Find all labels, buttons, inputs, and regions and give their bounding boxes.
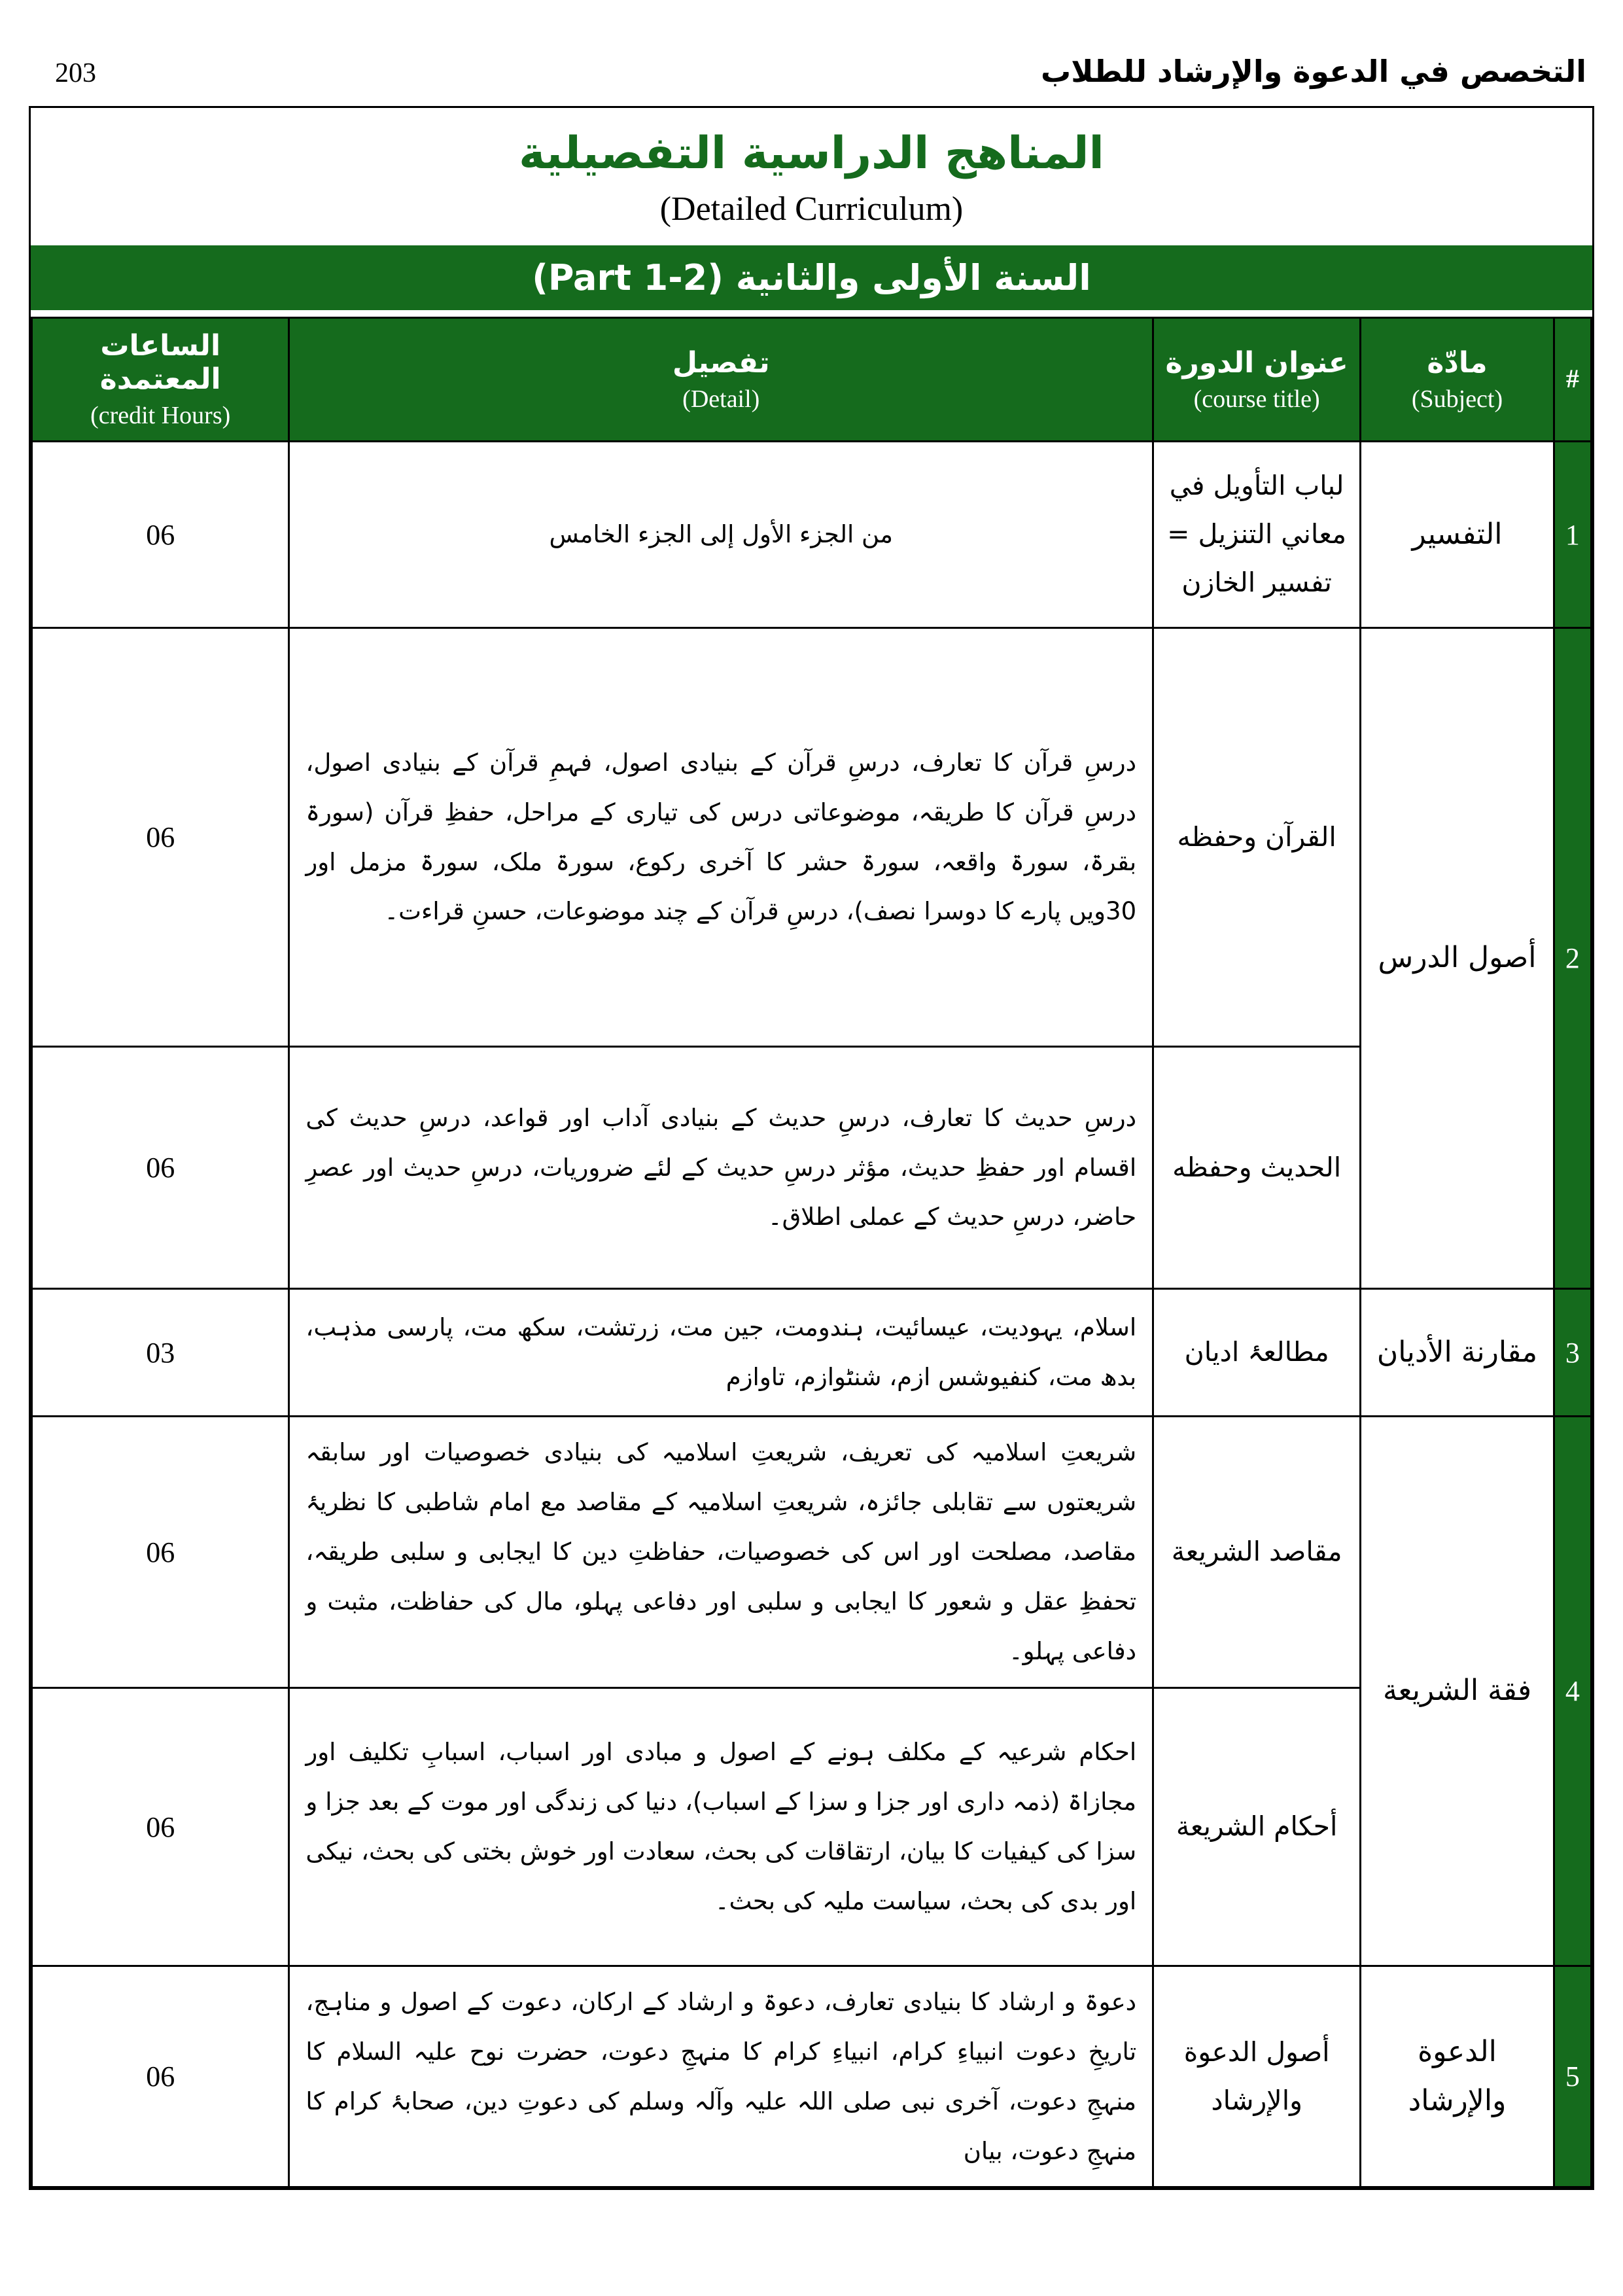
hours-cell: 06 (32, 1047, 289, 1289)
subject-cell: التفسير (1361, 442, 1554, 628)
hours-cell: 06 (32, 628, 289, 1047)
course-title-cell: أصول الدعوة والإرشاد (1153, 1966, 1361, 2187)
num-cell: 2 (1554, 628, 1591, 1289)
header-subject-arabic: مادّة (1427, 345, 1488, 380)
detail-cell: اسلام، یہودیت، عیسائیت، ہندومت، جین مت، زرتشت، سکھ مت، پارسی مذہب، بدھ مت، کنفیوشس ازم، شنٹوازم، تاوازم (289, 1289, 1153, 1417)
subject-cell: فقة الشريعة (1361, 1417, 1554, 1966)
curriculum-table (31, 317, 1592, 2188)
hours-cell: 06 (32, 1688, 289, 1966)
hours-cell: 03 (32, 1289, 289, 1417)
subject-cell: مقارنة الأديان (1361, 1289, 1554, 1417)
header-hours-arabic: الساعات المعتمدة (99, 329, 221, 396)
header-credit-hours (32, 318, 289, 442)
detail-cell: دعوۃ و ارشاد کا بنیادی تعارف، دعوۃ و ارشاد کے ارکان، دعوت کے اصول و مناہج، تاریخِ دعوت انبیاءِ کرام، انبیاءِ کرام کا منہجِ دعوت، حضرت نوح علیہ السلام کا منہجِ دعوت، آخری نبی صلی اللہ علیہ وآلہ وسلم کی دعوتِ دین، صحابۂ کرام کا منہجِ دعوت، بیان (289, 1966, 1153, 2187)
detail-cell: درسِ قرآن کا تعارف، درسِ قرآن کے بنیادی اصول، فہمِ قرآن کے بنیادی اصول، درسِ قرآن کا طریقہ، موضوعاتی درس کی تیاری کے مراحل، حفظِ قرآن (سورۃ بقرۃ، سورۃ واقعہ، سورۃ حشر کا آخری رکوع، سورۃ ملک، سورۃ مزمل اور 30ویں پارے کا دوسرا نصف)، درسِ قرآن کے چند موضوعات، حسنِ قراءت۔ (289, 628, 1153, 1047)
table-row (32, 1289, 1592, 1417)
num-cell: 3 (1554, 1289, 1591, 1417)
page-header (0, 0, 1623, 98)
part-banner: السنة الأولى والثانية (Part 1-2) (31, 245, 1592, 310)
detail-cell: من الجزء الأول إلى الجزء الخامس (289, 442, 1153, 628)
course-title-cell: القرآن وحفظه (1153, 628, 1361, 1047)
table-row (32, 442, 1592, 628)
header-course-english: (course title) (1193, 385, 1320, 413)
header-course-title (1153, 318, 1361, 442)
hours-cell: 06 (32, 442, 289, 628)
detail-cell: شریعتِ اسلامیہ کی تعریف، شریعتِ اسلامیہ کی بنیادی خصوصیات اور سابقہ شریعتوں سے تقابلی جائزہ، شریعتِ اسلامیہ کے مقاصد مع امام شاطبی کا نظریۂ مقاصد، مصلحت اور اس کی خصوصیات، حفاظتِ دین کا ایجابی و سلبی طریقہ، تحفظِ عقل و شعور کا ایجابی و سلبی اور دفاعی پہلو، مال کی حفاظت، مثبت و دفاعی پہلو۔ (289, 1417, 1153, 1688)
page-header-title: التخصص في الدعوة والإرشاد للطلاب (1040, 54, 1586, 89)
detail-cell: احکام شرعیہ کے مکلف ہونے کے اصول و مبادی اور اسباب، اسبابِ تکلیف اور مجازاۃ (ذمہ داری اور جزا و سزا کے اسباب)، دنیا کی زندگی اور موت کے بعد جزا و سزا کی کیفیات کا بیان، ارتقاقات کی بحث، سعادت اور خوش بختی کی بحث، نیکی اور بدی کی بحث، سیاست ملیہ کی بحث۔ (289, 1688, 1153, 1966)
header-num: # (1554, 318, 1591, 442)
course-title-cell: أحكام الشريعة (1153, 1688, 1361, 1966)
header-hours-english: (credit Hours) (90, 402, 231, 429)
main-title-english: (Detailed Curriculum) (659, 190, 964, 228)
course-title-cell: مطالعۂ ادیان (1153, 1289, 1361, 1417)
num-cell: 5 (1554, 1966, 1591, 2187)
table-header-row (32, 318, 1592, 442)
course-title-cell: الحديث وحفظه (1153, 1047, 1361, 1289)
main-title: المناهج الدراسية التفصيلية (519, 128, 1104, 179)
detail-cell: درسِ حدیث کا تعارف، درسِ حدیث کے بنیادی آداب اور قواعد، درسِ حدیث کی اقسام اور حفظِ حدیث، مؤثر درسِ حدیث کے لئے ضروریات، درسِ حدیث اور عصرِ حاضر، درسِ حدیث کے عملی اطلاق۔ (289, 1047, 1153, 1289)
page-number: 203 (55, 58, 96, 88)
header-subject (1361, 318, 1554, 442)
table-row (32, 628, 1592, 1047)
table-row (32, 1688, 1592, 1966)
hours-cell: 06 (32, 1966, 289, 2187)
header-detail (289, 318, 1153, 442)
table-row (32, 1966, 1592, 2187)
header-detail-english: (Detail) (682, 385, 760, 413)
course-title-cell: لباب التأويل في معاني التنزيل = تفسير الخازن (1153, 442, 1361, 628)
header-course-arabic: عنوان الدورة (1165, 345, 1348, 380)
subject-cell: الدعوة والإرشاد (1361, 1966, 1554, 2187)
content-box (29, 106, 1594, 2190)
num-cell: 1 (1554, 442, 1591, 628)
hours-cell: 06 (32, 1417, 289, 1688)
table-row (32, 1047, 1592, 1289)
num-cell: 4 (1554, 1417, 1591, 1966)
header-subject-english: (Subject) (1411, 385, 1503, 413)
course-title-cell: مقاصد الشريعة (1153, 1417, 1361, 1688)
subject-cell: أصول الدرس (1361, 628, 1554, 1289)
table-row (32, 1417, 1592, 1688)
header-detail-arabic: تفصيل (672, 345, 770, 380)
